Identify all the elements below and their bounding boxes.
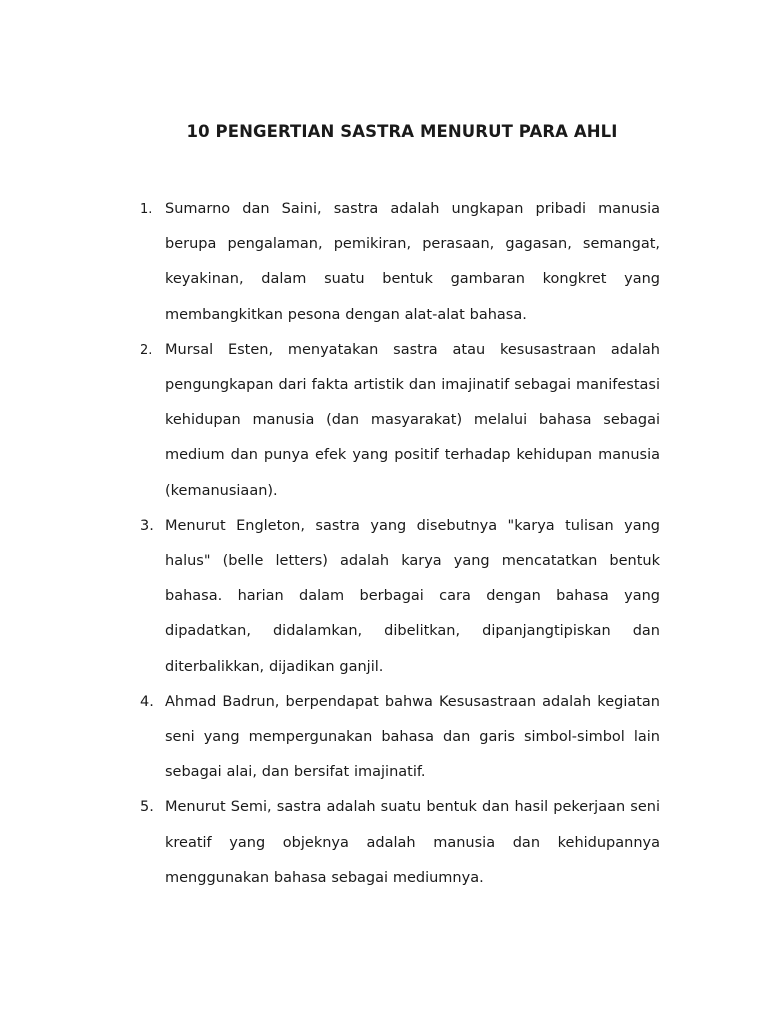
list-item xyxy=(0,192,768,333)
list-item xyxy=(0,790,768,896)
list-item-text: Ahmad Badrun, berpendapat bahwa Kesusastraan adalah kegiatan seni yang mempergunakan bahasa dan garis simbol-simbol lain sebagai alai, dan bersifat imajinatif. xyxy=(165,693,660,781)
list-item-text: Menurut Engleton, sastra yang disebutnya "karya tulisan yang halus" (belle letters) adalah karya yang mencatatkan bentuk bahasa. harian dalam berbagai cara dengan bahasa yang dipadatkan, didalamkan, dibelitkan, dipanjangtipiskan dan diterbalikkan, dijadikan ganjil. xyxy=(165,517,660,675)
list-item xyxy=(0,685,768,791)
list-item-number: 2. xyxy=(140,342,153,358)
list-item-number: 1. xyxy=(140,202,153,217)
list-item-text: Mursal Esten, menyatakan sastra atau kesusastraan adalah pengungkapan dari fakta artistik dan imajinatif sebagai manifestasi kehidupan manusia (dan masyarakat) melalui bahasa sebagai medium dan punya efek yang positif terhadap kehidupan manusia (kemanusiaan). xyxy=(165,341,660,499)
list-item-text: Sumarno dan Saini, sastra adalah ungkapan pribadi manusia berupa pengalaman, pemikiran, perasaan, gagasan, semangat, keyakinan, dalam suatu bentuk gambaran kongkret yang membangkitkan pesona dengan alat-alat bahasa. xyxy=(165,201,660,323)
list-item-number: 4. xyxy=(140,693,154,710)
list-item-text: Menurut Semi, sastra adalah suatu bentuk dan hasil pekerjaan seni kreatif yang objeknya adalah manusia dan kehidupannya menggunakan bahasa sebagai mediumnya. xyxy=(165,799,660,886)
definitions-list xyxy=(0,192,768,896)
document-title: 10 PENGERTIAN SASTRA MENURUT PARA AHLI xyxy=(186,122,618,141)
list-item xyxy=(0,333,768,509)
list-item xyxy=(0,509,768,685)
list-item-number: 5. xyxy=(140,799,154,816)
list-item-number: 3. xyxy=(140,517,154,534)
